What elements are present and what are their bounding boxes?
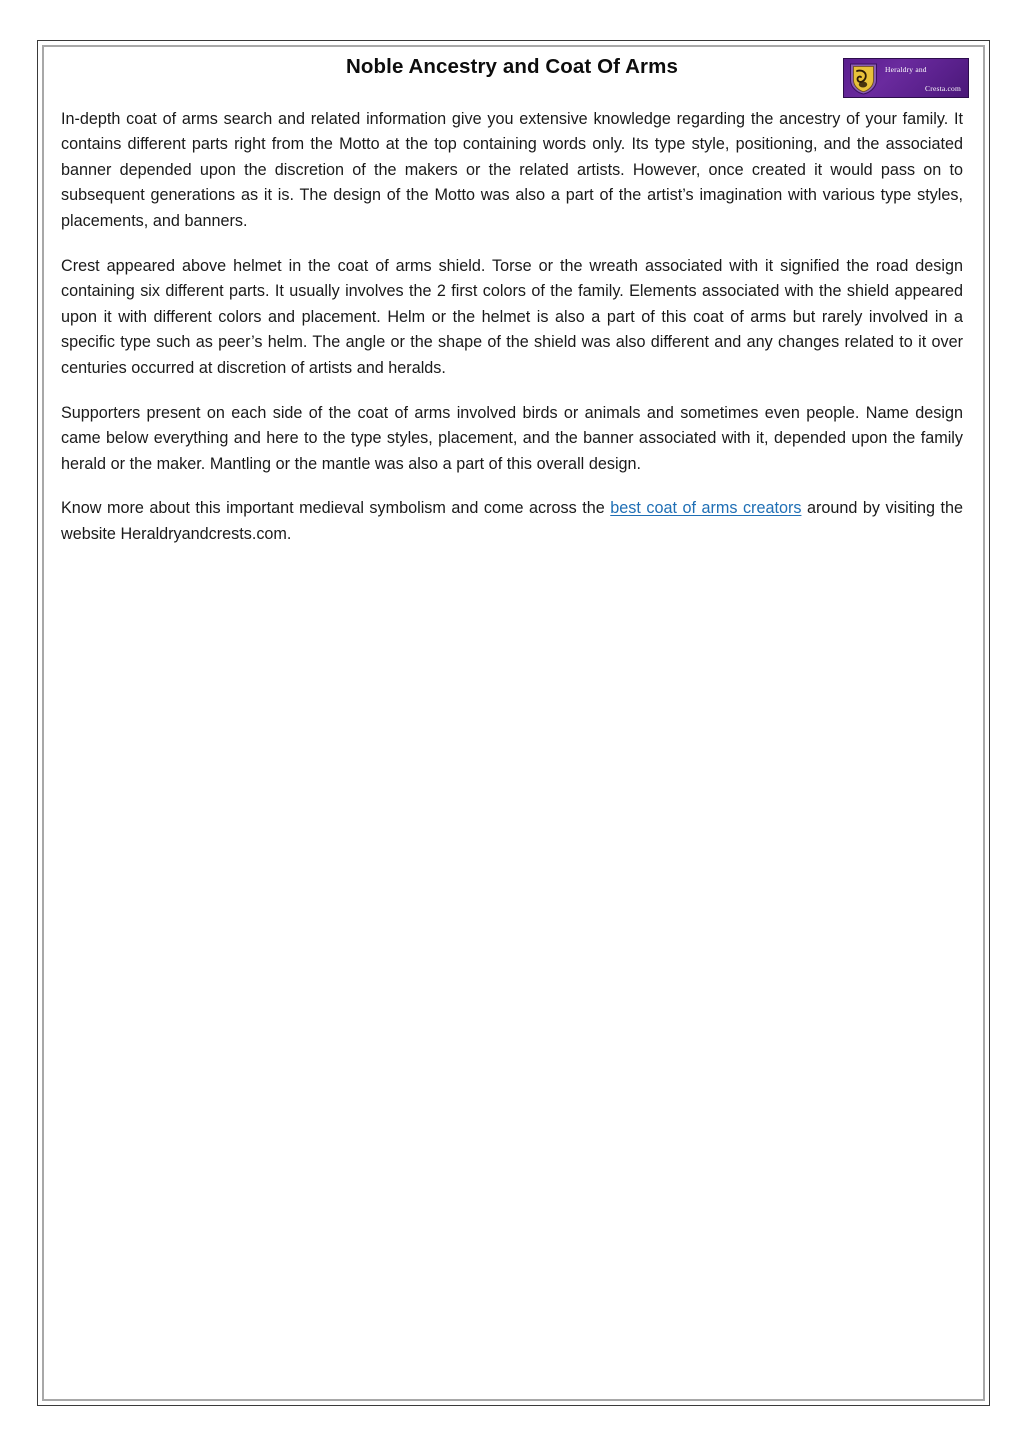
logo-line-1: Heraldry and: [885, 65, 927, 74]
closing-text-after-link: around by visiting the website Heraldryandcrests.com.: [61, 499, 964, 543]
page-title: Noble Ancestry and Coat Of Arms: [346, 55, 678, 78]
body-paragraph-3: Supporters present on each side of the coat of arms involved birds or animals and sometimes even people. Name design came below everything and here to the type styles, placement, and the banner associated with it, depended upon the family herald or the maker. Mantling or the mantle was also a part of this overall design.: [61, 403, 963, 473]
best-coat-of-arms-creators-link[interactable]: best coat of arms creators: [610, 499, 802, 518]
body-paragraph-2: Crest appeared above helmet in the coat of arms shield. Torse or the wreath associated with it signified the road design containing six different parts. It usually involves the 2 first colors of the family. Elements associated with the shield appeared upon it with different colors and placement. Helm or the helmet is also a part of this coat of arms but rarely involved in a specific type such as peer’s helm. The angle or the shape of the shield was also different and any changes related to it over centuries occurred at discretion of artists and heralds.: [61, 256, 963, 377]
body-paragraph-1: In-depth coat of arms search and related information give you extensive knowledge regarding the ancestry of your family. It contains different parts right from the Motto at the top containing words only. Its type style, positioning, and the associated banner depended upon the discretion of the makers or the related artists. However, once created it would pass on to subsequent generations as it is. The design of the Motto was also a part of the artist’s imagination with various type styles, placements, and banners.: [61, 109, 963, 230]
logo-line-2: Cresta.com: [925, 83, 961, 93]
body-paragraph-4: [61, 496, 963, 547]
closing-text-before-link: Know more about this important medieval symbolism and come across the: [61, 499, 611, 518]
document-content: [61, 55, 963, 548]
